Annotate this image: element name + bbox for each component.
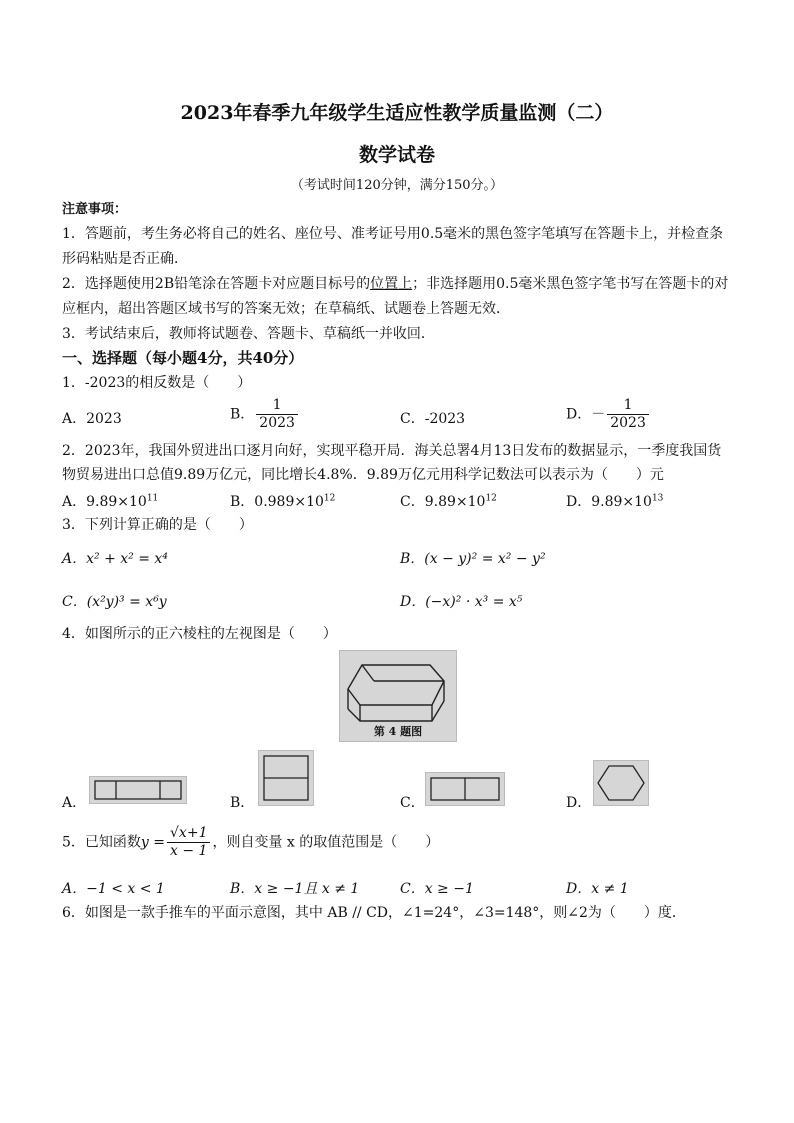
q1-option-b: B． $\frac{1}{2023}$	[230, 397, 300, 432]
note-1a: 1．答题前，考生务必将自己的姓名、座位号、准考证号用0.5毫米的黑色签字笔填写在答题卡上，并检查条	[62, 226, 724, 242]
q1-option-a: A．2023	[62, 411, 122, 427]
q2-option-c: C．$9.89\times 10^{12}$	[400, 493, 497, 510]
q4-option-a-label: A．	[62, 795, 87, 811]
q3-stem: 3．下列计算正确的是（ ）	[62, 517, 253, 533]
note-1b: 形码粘贴是否正确．	[62, 251, 188, 267]
q4-option-d-label: D．	[566, 795, 592, 811]
q2-option-a: A．$9.89\times 10^{11}$	[62, 493, 159, 510]
q1-option-d: D．－ $\frac{1}{2023}$	[566, 397, 651, 432]
q5-stem: 5．已知函数y = $\frac{√x+1}{x - 1}$ ，则自变量 x 的取值范围是（ ）	[62, 825, 440, 859]
q5-option-c: C．x ≥ −1	[400, 881, 474, 897]
section-heading: 一、选择题（每小题4分，共40分）	[62, 349, 304, 367]
q1-option-c: C．-2023	[400, 411, 466, 427]
q4-figure-caption: 第 4 题图	[373, 725, 423, 738]
q4-option-b-label: B．	[230, 795, 255, 811]
q4-option-c-label: C．	[400, 795, 425, 811]
q2-option-b: B．$0.989\times 10^{12}$	[230, 493, 336, 510]
note-2-underlined: 位置上	[370, 276, 413, 292]
q2-option-d: D．$9.89\times 10^{13}$	[566, 493, 664, 510]
exam-subtitle: 数学试卷	[358, 144, 435, 166]
note-2a: 2．选择题使用2B铅笔涂在答题卡对应题目标号的位置上；非选择题用0.5毫米黑色签字笔书写在答题卡的对	[62, 276, 729, 292]
q4-option-d-figure	[593, 760, 649, 806]
q5-option-d: D．x ≠ 1	[566, 881, 629, 897]
q5-option-a: A．−1 < x < 1	[62, 881, 165, 897]
exam-info: （考试时间120分钟，满分150分。）	[290, 178, 504, 193]
q3-option-a: A．x² + x² = x⁴	[62, 551, 168, 567]
q3-option-c: C．(x²y)³ = x⁶y	[62, 594, 167, 610]
q4-figure	[339, 650, 457, 742]
exam-title: 2023年春季九年级学生适应性教学质量监测（二）	[180, 102, 614, 124]
q2-stem-1: 2．2023年，我国外贸进出口逐月向好，实现平稳开局．海关总署4月13日发布的数据显示，一季度我国货	[62, 443, 722, 459]
q3-option-b: B．(x − y)² = x² − y²	[400, 551, 546, 567]
note-2b: 应框内，超出答题区域书写的答案无效；在草稿纸、试题卷上答题无效．	[62, 301, 510, 317]
q5-option-b: B．x ≥ −1且 x ≠ 1	[230, 881, 360, 897]
q4-option-a-figure	[89, 776, 187, 804]
q4-stem: 4．如图所示的正六棱柱的左视图是（ ）	[62, 626, 337, 642]
notes-heading: 注意事项：	[62, 202, 128, 217]
q6-stem: 6．如图是一款手推车的平面示意图，其中 AB // CD，∠1=24°，∠3=148°，则∠2为（ ）度．	[62, 905, 686, 921]
q2-stem-2: 物贸易进出口总值9.89万亿元，同比增长4.8%．9.89万亿元用科学记数法可以表示为（ ）元	[62, 467, 664, 483]
q4-option-b-figure	[258, 750, 314, 806]
q3-option-d: D．(−x)² · x³ = x⁵	[400, 594, 523, 610]
note-3: 3．考试结束后，教师将试题卷、答题卡、草稿纸一并收回．	[62, 326, 435, 342]
q4-option-c-figure	[425, 772, 505, 806]
q1-stem: 1．-2023的相反数是（ ）	[62, 375, 252, 391]
